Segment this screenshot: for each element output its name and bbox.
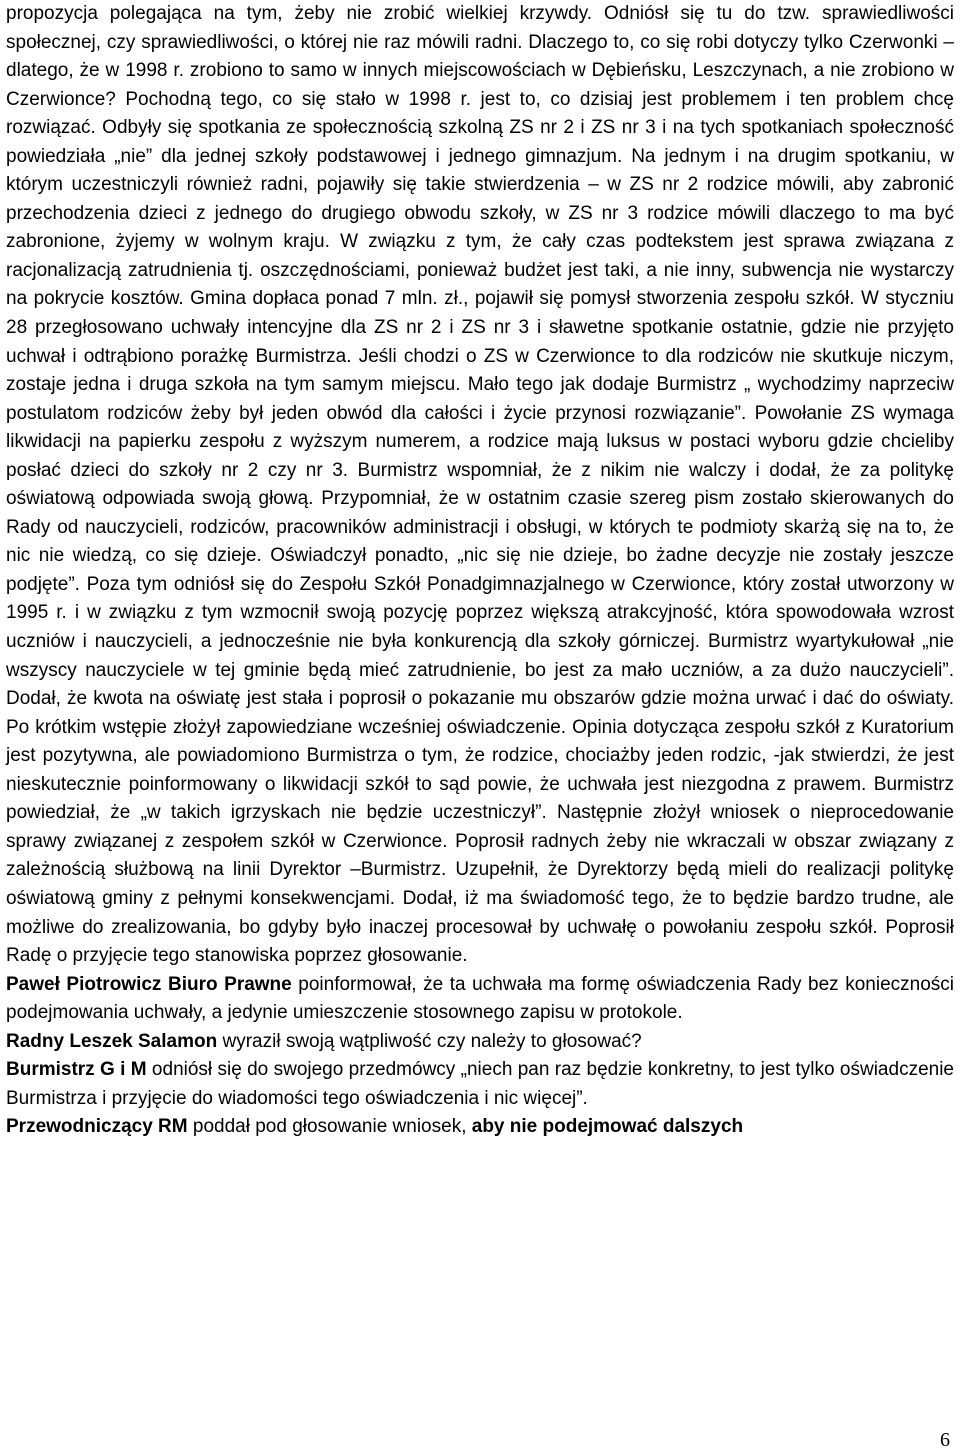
speaker-name: Przewodniczący RM (6, 1116, 188, 1138)
speaker-name: Burmistrz G i M (6, 1059, 147, 1081)
emphasis-text: aby nie podejmować dalszych (471, 1116, 744, 1138)
page-number: 6 (940, 1429, 950, 1451)
speaker-name: Paweł Piotrowicz Biuro Prawne (6, 973, 292, 995)
document-body (6, 0, 954, 1142)
paragraph-text: poddał pod głosowanie wniosek, (187, 1116, 472, 1138)
paragraph-burmistrz-reply (6, 1056, 954, 1113)
paragraph-text: wyraził swoją wątpliwość czy należy to głosować? (217, 1030, 642, 1052)
speaker-name: Radny Leszek Salamon (6, 1030, 218, 1052)
paragraph-burmistrz-statement: propozycja polegająca na tym, żeby nie zrobić wielkiej krzywdy. Odniósł się tu do tzw. sprawiedliwości społecznej, czy sprawiedliwości, o której nie raz mówili radni. Dlaczego to, co się robi dotyczy tylko Czerwonki – dlatego, że w 1998 r. zrobiono to samo w innych miejscowościach w Dębieńsku, Leszczynach, a nie zrobiono w Czerwionce? Pochodną tego, co się stało w 1998 r. jest to, co dzisiaj jest problemem i ten problem chcę rozwiązać. Odbyły się spotkania ze społecznością szkolną ZS nr 2 i ZS nr 3 i na tych spotkaniach społeczność powiedziała „nie” dla jednej szkoły podstawowej i jednego gimnazjum. Na jednym i na drugim spotkaniu, w którym uczestniczyli również radni, pojawiły się takie stwierdzenia – w ZS nr 2 rodzice mówili, aby zabronić przechodzenia dzieci z jednego do drugiego obwodu szkoły, w ZS nr 3 rodzice mówili dlaczego to ma być zabronione, żyjemy w wolnym kraju. W związku z tym, że cały czas podtekstem jest sprawa związana z racjonalizacją zatrudnienia tj. oszczędnościami, ponieważ budżet jest taki, a nie inny, subwencja nie wystarczy na pokrycie kosztów. Gmina dopłaca ponad 7 mln. zł., pojawił się pomysł stworzenia zespołu szkół. W styczniu 28 przegłosowano uchwały intencyjne dla ZS nr 2 i ZS nr 3 i sławetne spotkanie ostatnie, gdzie nie przyjęto uchwał i odtrąbiono porażkę Burmistrza. Jeśli chodzi o ZS w Czerwionce to dla rodziców nie skutkuje niczym, zostaje jedna i druga szkoła na tym samym miejscu. Mało tego jak dodaje Burmistrz „ wychodzimy naprzeciw postulatom rodziców żeby był jeden obwód dla całości i życie przynosi rozwiązanie”. Powołanie ZS wymaga likwidacji na papierku zespołu z wyższym numerem, a rodzice mają luksus w postaci wyboru gdzie chcieliby posłać dzieci do szkoły nr 2 czy nr 3. Burmistrz wspomniał, że z nikim nie walczy i dodał, że za politykę oświatową odpowiada swoją głową. Przypomniał, że w ostatnim czasie szereg pism zostało skierowanych do Rady od nauczycieli, rodziców, pracowników administracji i obsługi, w których te podmioty skarżą się na to, że nic nie wiedzą, co się dzieje. Oświadczył ponadto, „nic się nie dzieje, bo żadne decyzje nie zostały jeszcze podjęte”. Poza tym odniósł się do Zespołu Szkół Ponadgimnazjalnego w Czerwionce, który został utworzony w 1995 r. i w związku z tym wzmocnił swoją pozycję poprzez większą atrakcyjność, która spowodowała wzrost uczniów i nauczycieli, a jednocześnie nie była konkurencją dla szkoły górniczej. Burmistrz wyartykułował „nie wszyscy nauczyciele w tej gminie będą mieć zatrudnienie, bo jest za mało uczniów, a za dużo nauczycieli”. Dodał, że kwota na oświatę jest stała i poprosił o pokazanie mu obszarów gdzie można urwać i dać do oświaty. Po krótkim wstępie złożył zapowiedziane wcześniej oświadczenie. Opinia dotycząca zespołu szkół z Kuratorium jest pozytywna, ale powiadomiono Burmistrza o tym, że rodzice, chociażby jeden rodzic, -jak stwierdzi, że jest nieskutecznie poinformowany o likwidacji szkół to sąd powie, że uchwała jest niezgodna z prawem. Burmistrz powiedział, że „w takich igrzyskach nie będzie uczestniczył”. Następnie złożył wniosek o nieprocedowanie sprawy związanej z zespołem szkół w Czerwionce. Poprosił radnych żeby nie wkraczali w obszar związany z zależnością służbową na linii Dyrektor –Burmistrz. Uzupełnił, że Dyrektorzy będą mieli do realizacji politykę oświatową gminy z pełnymi konsekwencjami. Dodał, iż ma świadomość tego, że to będzie bardzo trudne, ale możliwe do zrealizowania, bo gdyby było inaczej procesował by uchwałę o powołaniu zespołu szkół. Poprosił Radę o przyjęcie tego stanowiska poprzez głosowanie. (6, 3, 954, 967)
paragraph-councillor-salamon (6, 1028, 954, 1057)
paragraph-chairman-vote (6, 1113, 954, 1142)
paragraph-legal-office (6, 971, 954, 1028)
paragraph-text: odniósł się do swojego przedmówcy „niech pan raz będzie konkretny, to jest tylko oświadczenie Burmistrza i przyjęcie do wiadomości tego oświadczenia i nic więcej”. (6, 1059, 954, 1109)
paragraph-text: poinformował, że ta uchwała ma formę oświadczenia Rady bez konieczności podejmowania uchwały, a jedynie umieszczenie stosownego zapisu w protokole. (6, 973, 954, 1024)
